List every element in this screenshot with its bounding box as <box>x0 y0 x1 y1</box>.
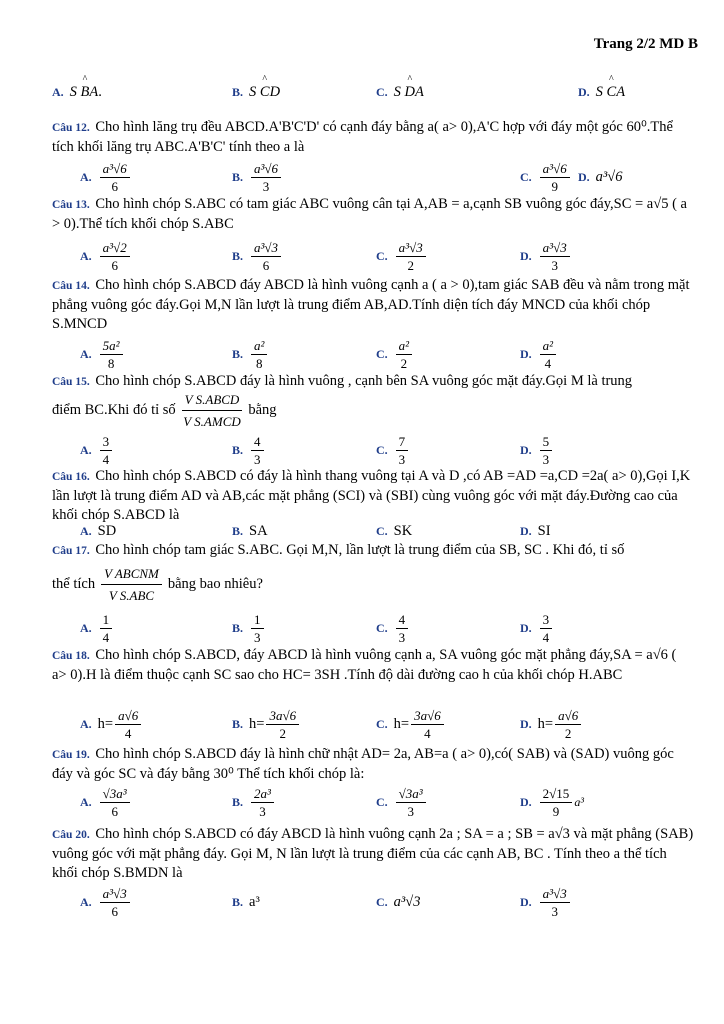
q16-option-a[interactable]: A. SD <box>80 522 117 539</box>
q12-option-b[interactable]: B. $\frac{\text{a³√6}}{3}$ <box>232 155 283 199</box>
q11-option-c[interactable]: C. S ^ D A <box>376 70 424 114</box>
question-16: Câu 16. Cho hình chóp S.ABCD có đáy là hình thang vuông tại A và D ,có AB =AD =a,CD =2a( a> 0),Gọi I,K lần lượt là trung điểm AD và AB,các mặt phẳng (SCI) và (SBI) cùng vuông góc với mặt đáy.Đường cao của khối chóp S.ABCD là <box>52 468 691 523</box>
q11-options <box>52 70 702 114</box>
q20-options <box>52 880 702 924</box>
q20-option-b[interactable]: B. a³ <box>232 893 260 910</box>
q17-volume-ratio: $\frac{\text{V ABCNM}}{\text{V S.ABC}}$ <box>101 564 162 605</box>
q18-option-c[interactable]: C. h= $\frac{3a√6}{4}$ <box>376 702 446 746</box>
q17-option-c[interactable]: C. $\frac{4}{3}$ <box>376 606 410 650</box>
q16-option-d[interactable]: D. SI <box>520 522 551 539</box>
q13-option-b[interactable]: B. $\frac{\text{a³√3}}{6}$ <box>232 234 283 278</box>
q15-options <box>52 428 702 472</box>
q19-option-d[interactable]: D. $\frac{2√15}{9}$ a³ <box>520 785 584 819</box>
q14-option-a[interactable]: A. $\frac{\text{5a²}}{8}$ <box>80 332 125 376</box>
question-17: Câu 17. Cho hình chóp tam giác S.ABC. Gọi M,N, lần lượt là trung điểm của SB, SC . Khi đó, tỉ số <box>52 542 625 558</box>
question-15-line2: điểm BC.Khi đó tỉ số $\frac{\text{V S.ABCD}}{\text{V S.AMCD}}$ bằng <box>52 391 277 429</box>
question-19: Câu 19. Cho hình chóp S.ABCD đáy là hình chữ nhật AD= 2a, AB=a ( a> 0),có( SAB) và (SAD) vuông góc đáy và góc SC và đáy bằng 30⁰ Thể tích khối chóp là: <box>52 746 674 782</box>
q18-option-b[interactable]: B. h= $\frac{3a√6}{2}$ <box>232 702 301 746</box>
q20-option-a[interactable]: A. $\frac{\text{a³√3}}{6}$ <box>80 880 132 924</box>
question-14: Câu 14. Cho hình chóp S.ABCD đáy ABCD là hình vuông cạnh a ( a > 0),tam giác SAB đều và nằm trong mặt phẳng vuông góc đáy.Gọi M,N lần lượt là trung điểm AB,AD.Tính diện tích đáy MNCD của khối chóp S.MNCD <box>52 277 690 332</box>
q14-option-d[interactable]: D. $\frac{\text{a²}}{4}$ <box>520 332 558 376</box>
q11-option-d[interactable]: D. S ^ C A <box>578 70 625 114</box>
q13-options <box>52 234 702 278</box>
q19-option-c[interactable]: C. $\frac{\text{√3a³}}{3}$ <box>376 780 428 824</box>
q15-option-c[interactable]: C. $\frac{7}{3}$ <box>376 428 410 472</box>
q19-option-b[interactable]: B. $\frac{\text{2a³}}{3}$ <box>232 780 276 824</box>
question-12: Câu 12. Cho hình lăng trụ đều ABCD.A'B'C'D' có cạnh đáy bằng a( a> 0),A'C hợp với đáy một góc 60⁰.Thể tích khối lăng trụ ABC.A'B'C' tính theo a là <box>52 119 673 155</box>
q14-options <box>52 332 702 376</box>
q11-option-a[interactable]: A. S ^ B A . <box>52 70 102 114</box>
q14-option-c[interactable]: C. $\frac{\text{a²}}{2}$ <box>376 332 414 376</box>
q12-option-a[interactable]: A. $\frac{\text{a³√6}}{6}$ <box>80 155 132 199</box>
q13-option-a[interactable]: A. $\frac{\text{a³√2}}{6}$ <box>80 234 132 278</box>
q13-option-d[interactable]: D. $\frac{\text{a³√3}}{3}$ <box>520 234 572 278</box>
q12-option-c[interactable]: C. $\frac{\text{a³√6}}{9}$ <box>520 155 572 199</box>
question-20: Câu 20. Cho hình chóp S.ABCD có đáy ABCD là hình vuông cạnh 2a ; SA = a ; SB = a√3 và mặt phẳng (SAB) vuông góc với mặt phẳng đáy. Gọi M, N lần lượt là trung điểm của các cạnh AB, BC . Tính theo a thể tích khối chóp S.BMDN là <box>52 826 694 881</box>
q15-option-d[interactable]: D. $\frac{5}{3}$ <box>520 428 554 472</box>
question-17-line2: thể tích $\frac{\text{V ABCNM}}{\text{V S.ABC}}$ bằng bao nhiêu? <box>52 565 263 603</box>
question-18: Câu 18. Cho hình chóp S.ABCD, đáy ABCD là hình vuông cạnh a, SA vuông góc mặt phẳng đáy,SA = a√6 ( a> 0).H là điểm thuộc cạnh SC sao cho HC= 3SH .Tính độ dài đường cao h của khối chóp H.ABC <box>52 647 677 683</box>
q20-option-c[interactable]: C. a³√3 <box>376 893 421 910</box>
question-13: Câu 13. Cho hình chóp S.ABC có tam giác ABC vuông cân tại A,AB = a,cạnh SB vuông góc đáy,SC = a√5 ( a > 0).Thể tích khối chóp S.ABC <box>52 196 687 232</box>
q19-options <box>52 780 702 824</box>
q16-options <box>52 520 702 542</box>
q17-options <box>52 606 702 650</box>
q12-option-d[interactable]: D. a³√6 <box>578 168 623 185</box>
q17-option-d[interactable]: D. $\frac{3}{4}$ <box>520 606 554 650</box>
q12-options <box>52 155 702 199</box>
q17-option-b[interactable]: B. $\frac{1}{3}$ <box>232 606 266 650</box>
q20-option-d[interactable]: D. $\frac{\text{a³√3}}{3}$ <box>520 880 572 924</box>
q15-volume-ratio: $\frac{\text{V S.ABCD}}{\text{V S.AMCD}}$ <box>183 391 241 429</box>
q15-option-a[interactable]: A. $\frac{3}{4}$ <box>80 428 114 472</box>
question-15: Câu 15. Cho hình chóp S.ABCD đáy là hình vuông , cạnh bên SA vuông góc mặt đáy.Gọi M là trung <box>52 373 633 389</box>
q18-option-d[interactable]: D. h= $\frac{a√6}{2}$ <box>520 702 583 746</box>
q19-option-a[interactable]: A. $\frac{\text{√3a³}}{6}$ <box>80 780 132 824</box>
page-header: Trang 2/2 MD B <box>593 36 698 52</box>
q18-options <box>52 702 702 746</box>
q14-option-b[interactable]: B. $\frac{\text{a²}}{8}$ <box>232 332 269 376</box>
q13-option-c[interactable]: C. $\frac{\text{a³√3}}{2}$ <box>376 234 428 278</box>
q15-option-b[interactable]: B. $\frac{4}{3}$ <box>232 428 266 472</box>
q16-option-c[interactable]: C. SK <box>376 522 413 539</box>
q11-option-b[interactable]: B. S ^ C D <box>232 70 280 114</box>
q16-option-b[interactable]: B. SA <box>232 522 268 539</box>
q18-option-a[interactable]: A. h= $\frac{a√6}{4}$ <box>80 702 143 746</box>
q17-option-a[interactable]: A. $\frac{1}{4}$ <box>80 606 114 650</box>
